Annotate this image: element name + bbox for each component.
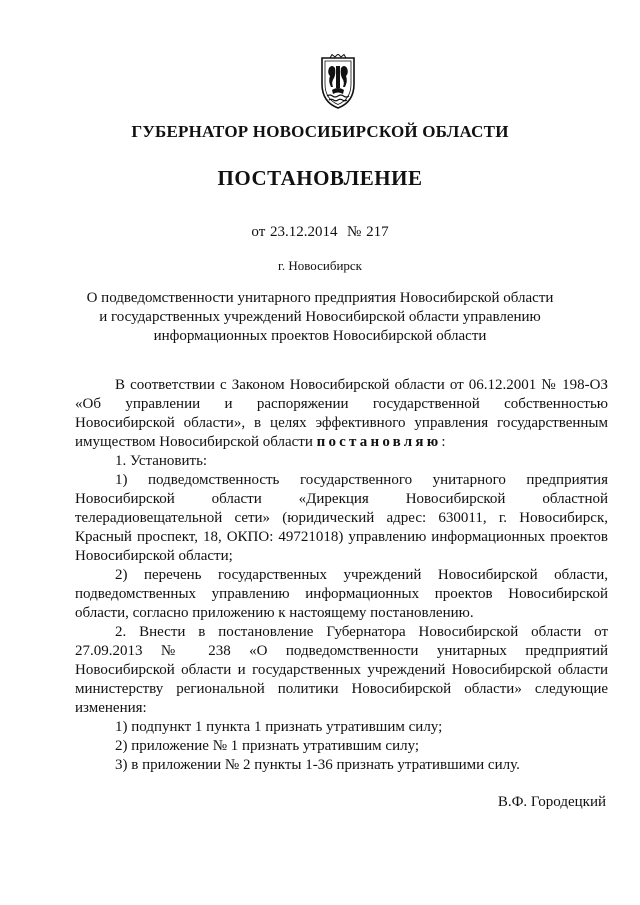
paragraph-item-2: 2. Внести в постановление Губернатора Новосибирской области от 27.09.2013 № 238 «О подведомственности унитарных предприятий Новосибирской области и государственных учреждений Новосибирской области министерству региональной политики Новосибирской области» следующие изменения: xyxy=(75,624,608,716)
paragraph-intro xyxy=(75,376,608,452)
document-date-number: от 23.12.2014 № 217 xyxy=(251,224,389,240)
paragraph-item-2-2: 2) приложение № 1 признать утратившим силу; xyxy=(115,738,420,754)
paragraph-item-1: 1. Установить: xyxy=(115,453,208,469)
document-type-title: ПОСТАНОВЛЕНИЕ xyxy=(217,166,423,190)
signature-name: В.Ф. Городецкий xyxy=(497,794,606,810)
document-subject xyxy=(80,289,560,346)
subject-line: О подведомственности унитарного предприятия Новосибирской области xyxy=(86,290,554,306)
organization-title: ГУБЕРНАТОР НОВОСИБИРСКОЙ ОБЛАСТИ xyxy=(131,122,509,141)
paragraph-item-2-3: 3) в приложении № 2 пункты 1-36 признать утратившими силу. xyxy=(115,757,520,773)
paragraph-item-1-1: 1) подведомственность государственного унитарного предприятия Новосибирской области «Дирекция Новосибирской областной телерадиовещательной сети» (юридический адрес: 630011, г. Новосибирск, Красный проспект, 18, ОКПО: 49721018) управлению информационных проектов Новосибирской области; xyxy=(75,472,608,564)
paragraph-item-2-1: 1) подпункт 1 пункта 1 признать утратившим силу; xyxy=(115,719,443,735)
novosibirsk-coat-of-arms-icon xyxy=(316,54,360,110)
subject-line: и государственных учреждений Новосибирской области управлению xyxy=(99,309,541,325)
document-body xyxy=(75,376,608,775)
subject-line: информационных проектов Новосибирской области xyxy=(153,328,487,344)
intro-text: В соответствии с Законом Новосибирской области от 06.12.2001 № 198-ОЗ «Об управлении и распоряжении государственной собственностью Новосибирской области», в целях эффективного управления государственным имуществом Новосибирской области xyxy=(75,377,608,450)
paragraph-item-1-2: 2) перечень государственных учреждений Новосибирской области, подведомственных управлению информационных проектов Новосибирской области, согласно приложению к настоящему постановлению. xyxy=(75,567,608,621)
document-city: г. Новосибирск xyxy=(277,258,362,273)
decree-word: постановляю xyxy=(316,434,442,450)
decree-colon: : xyxy=(441,434,446,450)
